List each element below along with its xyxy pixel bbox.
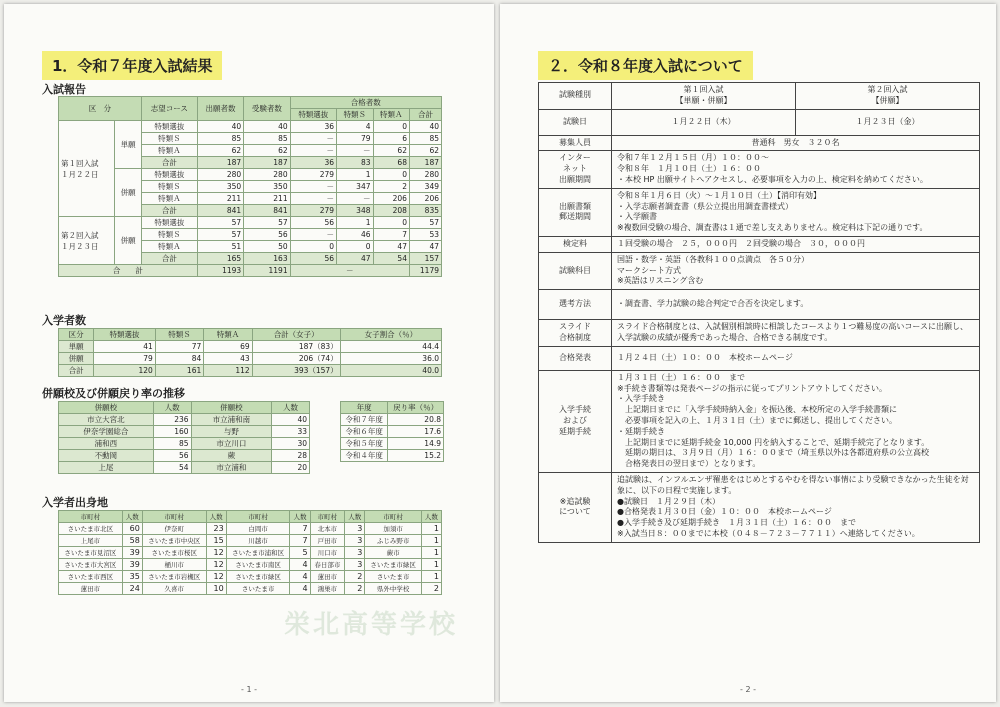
table-row xyxy=(59,535,442,547)
report-title: 入試報告 xyxy=(42,83,86,96)
table-row xyxy=(59,365,442,377)
table-cell: 40 xyxy=(197,121,243,133)
table-cell: 特類Ｓ xyxy=(141,181,197,193)
table-cell: 6 xyxy=(373,133,409,145)
table-cell: 206 xyxy=(409,193,441,205)
table-cell: － xyxy=(337,193,373,205)
table-cell: 84 xyxy=(155,353,203,365)
table-cell: さいたま市桜区 xyxy=(142,547,206,559)
table-cell: 236 xyxy=(153,414,191,426)
school-watermark: 栄北高等学校 xyxy=(284,610,459,640)
table-cell: 伊奈町 xyxy=(142,523,206,535)
section-heading-results: 1．令和７年度入試結果 xyxy=(42,51,222,80)
table-cell: 120 xyxy=(94,365,156,377)
table-cell: 56 xyxy=(290,253,336,265)
table-cell: 30 xyxy=(272,438,310,450)
grand-total-row xyxy=(59,265,442,277)
table-cell: 15 xyxy=(206,535,226,547)
table-cell: 人数 xyxy=(153,402,191,414)
table-row xyxy=(59,217,442,229)
table-cell: 47 xyxy=(373,241,409,253)
table-cell: 0 xyxy=(337,241,373,253)
table-cell: 1193 xyxy=(197,265,243,277)
table-cell: 4 xyxy=(290,559,310,571)
table-cell: 208 xyxy=(373,205,409,217)
table-cell: 15.2 xyxy=(388,450,444,462)
table-cell: 令和４年度 xyxy=(341,450,388,462)
table-cell: 特類Ｓ xyxy=(141,229,197,241)
table-cell: 蓮田市 xyxy=(59,583,123,595)
table-cell: 合計 xyxy=(59,365,94,377)
table-cell: 1 xyxy=(421,571,441,583)
table-cell: 24 xyxy=(122,583,142,595)
enrollment-title: 入学者数 xyxy=(42,314,86,327)
table-cell: 久喜市 xyxy=(142,583,206,595)
table-cell: 第２回入試 １月２３日 xyxy=(59,217,115,265)
table-cell: 44.4 xyxy=(340,341,441,353)
table-cell: 68 xyxy=(373,157,409,169)
table-cell: 54 xyxy=(153,462,191,474)
origin-table xyxy=(58,510,442,595)
table-cell: 157 xyxy=(409,253,441,265)
table-cell: 1 xyxy=(421,535,441,547)
table-cell: 62 xyxy=(244,145,290,157)
table-cell: 58 xyxy=(122,535,142,547)
table-cell: 62 xyxy=(409,145,441,157)
table-cell: 蕨 xyxy=(191,450,272,462)
table-row xyxy=(59,559,442,571)
table-cell: － xyxy=(290,265,409,277)
table-cell: 4 xyxy=(290,583,310,595)
table-cell: 36 xyxy=(290,157,336,169)
table-cell: 163 xyxy=(244,253,290,265)
table-cell: 57 xyxy=(244,217,290,229)
table-cell: さいたま市岩槻区 xyxy=(142,571,206,583)
table-cell: 7 xyxy=(373,229,409,241)
table-row xyxy=(59,341,442,353)
table-cell: 17.6 xyxy=(388,426,444,438)
table-cell: 280 xyxy=(244,169,290,181)
heigan-table xyxy=(58,401,310,474)
table-cell: 79 xyxy=(94,353,156,365)
table-cell: 女子割合（％） xyxy=(340,329,441,341)
table-cell: 62 xyxy=(197,145,243,157)
table-cell: 7 xyxy=(290,535,310,547)
table-row xyxy=(59,523,442,535)
enrollment-table xyxy=(58,328,442,377)
table-cell: 835 xyxy=(409,205,441,217)
table-cell: 2 xyxy=(373,181,409,193)
table-cell: 加須市 xyxy=(365,523,421,535)
return-rate-table xyxy=(340,401,444,462)
table-cell: 77 xyxy=(155,341,203,353)
table-cell: 47 xyxy=(409,241,441,253)
table-cell: 35 xyxy=(122,571,142,583)
section-heading-2026: ２．令和８年度入試について xyxy=(538,51,753,80)
table-cell: 211 xyxy=(197,193,243,205)
table-cell: 14.9 xyxy=(388,438,444,450)
table-cell: 令和６年度 xyxy=(341,426,388,438)
table-cell: 合 計 xyxy=(59,265,198,277)
table-cell: 85 xyxy=(409,133,441,145)
table-cell: 川越市 xyxy=(226,535,290,547)
table-cell: さいたま市緑区 xyxy=(226,571,290,583)
table-cell: 川口市 xyxy=(310,547,345,559)
table-cell: 1 xyxy=(337,217,373,229)
table-cell: さいたま市北区 xyxy=(59,523,123,535)
table-cell: 56 xyxy=(153,450,191,462)
table-cell: 蓮田市 xyxy=(310,571,345,583)
table-cell: 市立川口 xyxy=(191,438,272,450)
table-cell: 伊奈学園総合 xyxy=(59,426,154,438)
table-cell: 併願 xyxy=(115,169,142,217)
table-cell: さいたま市浦和区 xyxy=(226,547,290,559)
table-cell: 60 xyxy=(122,523,142,535)
table-cell: 36 xyxy=(290,121,336,133)
table-cell: 841 xyxy=(197,205,243,217)
table-cell: 特類選抜 xyxy=(141,169,197,181)
table-cell: 市立浦和 xyxy=(191,462,272,474)
exam-info-table: 試験種別 第１回入試 【単願・併願】 第２回入試 【併願】 試験日 １月２２日（木） １月２３日（金） 募集人員 普通科 男女 ３２０名 インター ネット 出願期間 令和７年１２月１５日（月）１０：００～ 令和８年 １月１０日（土）１６：００ ・本校 HP 出願サイトへアクセスし、必要事項を入力の上、検定料を納めてください。 出願書類 郵送期間 令和８年１月６日（火）～１月１０日（土）【消印有効】 ・入学志願者調査書（県公立提出用調査書様式） ・入学願書 ※複数回受験の場合、調査書は１通で差し支えありません。検定料は下記の通りです。 検定料 １回受験の場合 ２５，０００円 ２回受験の場合 ３０，０００円 試験科目 国語・数学・英語（各教科１００点満点 各５０分） マークシート方式 ※英語はリスニング含む 選考方法 ・調査書、学力試験の総合判定で合否を決定します。 スライド 合格制度 スライド合格制度とは、入試個別相談時に相談したコースより１つ難易度の高いコースに出願し、入学試験の成績が優秀であった場合、合格できる制度です。 合格発表 １月２４日（土）１０：００ 本校ホームページ 入学手続 および 延期手続 １月３１日（土）１６：００ まで ※手続き書類等は発表ページの指示に従ってプリントアウトしてください。 ・入学手続き 上記期日までに「入学手続時納入金」を振込後、本校所定の入学手続書類に 必要事項を記入の上、１月３１日（土）までに郵送し、提出してください。 ・延期手続き 上記期日までに延期手続金 10,000 円を納入することで、延期手続完了となります。 延期の期日は、３月９日（月）１６：００まで（埼玉県以外は各都道府県の公立高校 合格発表日の翌日まで）となります。 ※追試験 について 追試験は、インフルエンザ罹患をはじめとするやむを得ない事情により受験できなかった生徒を対象に、以下の日程で実施します。 ●試験日 １月２９日（木） ●合格発表１月３０日（金）１０：００ 本校ホームページ ●入学手続き及び延期手続き １月３１日（土）１６：００ まで ※入試当日８：００までに本校（０４８－７２３－７７１１）へ連絡してください。 xyxy=(538,82,980,543)
table-cell: 57 xyxy=(409,217,441,229)
table-row xyxy=(59,121,442,133)
table-cell: 市町村 xyxy=(142,511,206,523)
table-cell: 合計（女子） xyxy=(252,329,340,341)
table-row xyxy=(59,571,442,583)
table-cell: 特類Ａ xyxy=(141,193,197,205)
table-cell: 280 xyxy=(409,169,441,181)
table-cell: 単願 xyxy=(115,121,142,169)
table-cell: 10 xyxy=(206,583,226,595)
table-cell: 85 xyxy=(197,133,243,145)
page-number-left: - 1 - xyxy=(241,685,257,694)
table-cell: さいたま市西区 xyxy=(59,571,123,583)
table-row xyxy=(59,583,442,595)
table-cell: 2 xyxy=(345,571,365,583)
table-row xyxy=(341,426,444,438)
table-cell: 県外中学校 xyxy=(365,583,421,595)
table-cell: 市町村 xyxy=(59,511,123,523)
table-cell: 206 xyxy=(373,193,409,205)
table-cell: 0 xyxy=(373,217,409,229)
table-cell: 206（74） xyxy=(252,353,340,365)
table-cell: 12 xyxy=(206,547,226,559)
table-cell: － xyxy=(290,133,336,145)
table-cell: 5 xyxy=(290,547,310,559)
table-cell: 393（157） xyxy=(252,365,340,377)
table-cell: 特類Ａ xyxy=(141,145,197,157)
table-cell: 1 xyxy=(421,547,441,559)
table-cell: 40 xyxy=(272,414,310,426)
table-cell: 年度 xyxy=(341,402,388,414)
table-cell: 350 xyxy=(244,181,290,193)
heigan-title: 併願校及び併願戻り率の推移 xyxy=(42,387,185,400)
table-cell: 187 xyxy=(197,157,243,169)
table-cell: 53 xyxy=(409,229,441,241)
table-cell: 浦和西 xyxy=(59,438,154,450)
table-row xyxy=(59,462,310,474)
table-cell: 人数 xyxy=(272,402,310,414)
table-cell: 人数 xyxy=(290,511,310,523)
page-number-right: - 2 - xyxy=(740,685,756,694)
table-row xyxy=(59,426,310,438)
table-cell: 348 xyxy=(337,205,373,217)
table-cell: 165 xyxy=(197,253,243,265)
table-cell: 41 xyxy=(94,341,156,353)
table-cell: 33 xyxy=(272,426,310,438)
table-cell: 鴻巣市 xyxy=(310,583,345,595)
table-cell: 1 xyxy=(421,523,441,535)
table-row xyxy=(341,450,444,462)
table-cell: 0 xyxy=(373,169,409,181)
table-cell: 3 xyxy=(345,559,365,571)
table-cell: 160 xyxy=(153,426,191,438)
table-cell: 47 xyxy=(337,253,373,265)
table-cell: － xyxy=(290,193,336,205)
table-cell: 1191 xyxy=(244,265,290,277)
table-cell: 39 xyxy=(122,547,142,559)
table-cell: 23 xyxy=(206,523,226,535)
table-cell: 人数 xyxy=(206,511,226,523)
table-cell: 12 xyxy=(206,559,226,571)
table-row xyxy=(59,450,310,462)
table-cell: 特類Ａ xyxy=(204,329,252,341)
table-cell: 4 xyxy=(290,571,310,583)
table-cell: 令和５年度 xyxy=(341,438,388,450)
table-cell: 蕨市 xyxy=(365,547,421,559)
table-cell: 39 xyxy=(122,559,142,571)
table-cell: 20.8 xyxy=(388,414,444,426)
table-cell: － xyxy=(337,145,373,157)
table-cell: 161 xyxy=(155,365,203,377)
table-cell: 桶川市 xyxy=(142,559,206,571)
table-cell: 特類Ａ xyxy=(141,241,197,253)
table-row xyxy=(59,547,442,559)
table-row xyxy=(341,438,444,450)
table-row xyxy=(59,353,442,365)
table-cell: 279 xyxy=(290,169,336,181)
table-cell: 戻り率（％） xyxy=(388,402,444,414)
table-cell: 56 xyxy=(290,217,336,229)
table-cell: 上尾市 xyxy=(59,535,123,547)
table-cell: 349 xyxy=(409,181,441,193)
table-cell: 不動岡 xyxy=(59,450,154,462)
table-cell: 54 xyxy=(373,253,409,265)
table-cell: 1 xyxy=(337,169,373,181)
table-cell: 187（83） xyxy=(252,341,340,353)
table-cell: 併願校 xyxy=(59,402,154,414)
table-cell: 市立浦和南 xyxy=(191,414,272,426)
table-cell: 1 xyxy=(421,559,441,571)
table-cell: 57 xyxy=(197,217,243,229)
exam-report-table: 区 分 志望コース 出願者数 受験者数 合格者数 特類選抜 特類Ｓ 特類Ａ 合計 第１回入試 １月２２日 単願 特類選抜 40 40 36 4 0 40 特類Ｓ 85 85 － 79 6 85 特類Ａ 62 62 － － 62 62 合計 187 187 36 83 68 187 併願 特類選抜 280 280 279 1 0 280 特類Ｓ 350 350 － 347 2 349 特類Ａ 211 211 － － 206 206 合計 841 841 279 348 208 835 第２回入試 １月２３日 併願 特類選抜 57 57 56 1 0 57 特類Ｓ 57 56 － 46 7 53 特類Ａ 51 50 0 0 47 47 合計 165 163 56 47 54 157 合 計 1193 1191 － 1179 xyxy=(58,96,442,277)
table-cell: 特類選抜 xyxy=(141,121,197,133)
table-cell: 187 xyxy=(409,157,441,169)
table-cell: － xyxy=(290,181,336,193)
table-cell: － xyxy=(290,145,336,157)
table-cell: さいたま市 xyxy=(226,583,290,595)
table-cell: 57 xyxy=(197,229,243,241)
table-cell: さいたま市中央区 xyxy=(142,535,206,547)
table-cell: 4 xyxy=(337,121,373,133)
table-cell: ふじみ野市 xyxy=(365,535,421,547)
table-cell: 7 xyxy=(290,523,310,535)
table-cell: 2 xyxy=(345,583,365,595)
table-cell: 279 xyxy=(290,205,336,217)
table-cell: 3 xyxy=(345,547,365,559)
table-cell: 単願 xyxy=(59,341,94,353)
table-cell: 併願校 xyxy=(191,402,272,414)
table-cell: 85 xyxy=(153,438,191,450)
table-cell: 市町村 xyxy=(310,511,345,523)
table-cell: 12 xyxy=(206,571,226,583)
table-cell: 187 xyxy=(244,157,290,169)
table-cell: 1179 xyxy=(409,265,441,277)
table-cell: 112 xyxy=(204,365,252,377)
table-cell: 28 xyxy=(272,450,310,462)
table-cell: 併願 xyxy=(59,353,94,365)
table-cell: 83 xyxy=(337,157,373,169)
table-row xyxy=(341,414,444,426)
table-cell: － xyxy=(290,229,336,241)
table-cell: 350 xyxy=(197,181,243,193)
table-cell: 841 xyxy=(244,205,290,217)
page-left xyxy=(4,4,494,702)
table-cell: 69 xyxy=(204,341,252,353)
table-cell: 特類選抜 xyxy=(94,329,156,341)
table-cell: 市立大宮北 xyxy=(59,414,154,426)
table-cell: 人数 xyxy=(122,511,142,523)
table-cell: 合計 xyxy=(141,157,197,169)
table-cell: 36.0 xyxy=(340,353,441,365)
table-cell: 40 xyxy=(409,121,441,133)
table-cell: 人数 xyxy=(345,511,365,523)
table-cell: 43 xyxy=(204,353,252,365)
table-cell: 79 xyxy=(337,133,373,145)
table-row xyxy=(59,414,310,426)
table-cell: さいたま市南区 xyxy=(226,559,290,571)
table-cell: 上尾 xyxy=(59,462,154,474)
table-cell: 特類選抜 xyxy=(141,217,197,229)
table-cell: 3 xyxy=(345,523,365,535)
table-cell: 50 xyxy=(244,241,290,253)
table-cell: 合計 xyxy=(141,253,197,265)
table-cell: 2 xyxy=(421,583,441,595)
table-row xyxy=(59,169,442,181)
table-cell: 北本市 xyxy=(310,523,345,535)
table-cell: 211 xyxy=(244,193,290,205)
table-cell: 40 xyxy=(244,121,290,133)
table-cell: 347 xyxy=(337,181,373,193)
table-cell: 春日部市 xyxy=(310,559,345,571)
table-cell: 令和７年度 xyxy=(341,414,388,426)
table-cell: 戸田市 xyxy=(310,535,345,547)
table-cell: 区分 xyxy=(59,329,94,341)
table-cell: 46 xyxy=(337,229,373,241)
table-row xyxy=(59,438,310,450)
table-cell: 20 xyxy=(272,462,310,474)
table-cell: 特類Ｓ xyxy=(155,329,203,341)
table-cell: さいたま市大宮区 xyxy=(59,559,123,571)
table-cell: 併願 xyxy=(115,217,142,265)
table-cell: 85 xyxy=(244,133,290,145)
table-cell: 白岡市 xyxy=(226,523,290,535)
table-cell: 市町村 xyxy=(226,511,290,523)
table-cell: 市町村 xyxy=(365,511,421,523)
table-cell: 与野 xyxy=(191,426,272,438)
table-cell: 特類Ｓ xyxy=(141,133,197,145)
table-cell: 0 xyxy=(373,121,409,133)
table-cell: 280 xyxy=(197,169,243,181)
table-cell: 第１回入試 １月２２日 xyxy=(59,121,115,217)
table-cell: 人数 xyxy=(421,511,441,523)
table-cell: 3 xyxy=(345,535,365,547)
page-right xyxy=(500,4,996,702)
table-cell: 40.0 xyxy=(340,365,441,377)
table-cell: さいたま市見沼区 xyxy=(59,547,123,559)
table-cell: 0 xyxy=(290,241,336,253)
table-cell: 合計 xyxy=(141,205,197,217)
table-cell: 62 xyxy=(373,145,409,157)
table-cell: 56 xyxy=(244,229,290,241)
table-cell: さいたま市緑区 xyxy=(365,559,421,571)
table-cell: 51 xyxy=(197,241,243,253)
origin-title: 入学者出身地 xyxy=(42,496,108,509)
table-cell: さいたま市 xyxy=(365,571,421,583)
